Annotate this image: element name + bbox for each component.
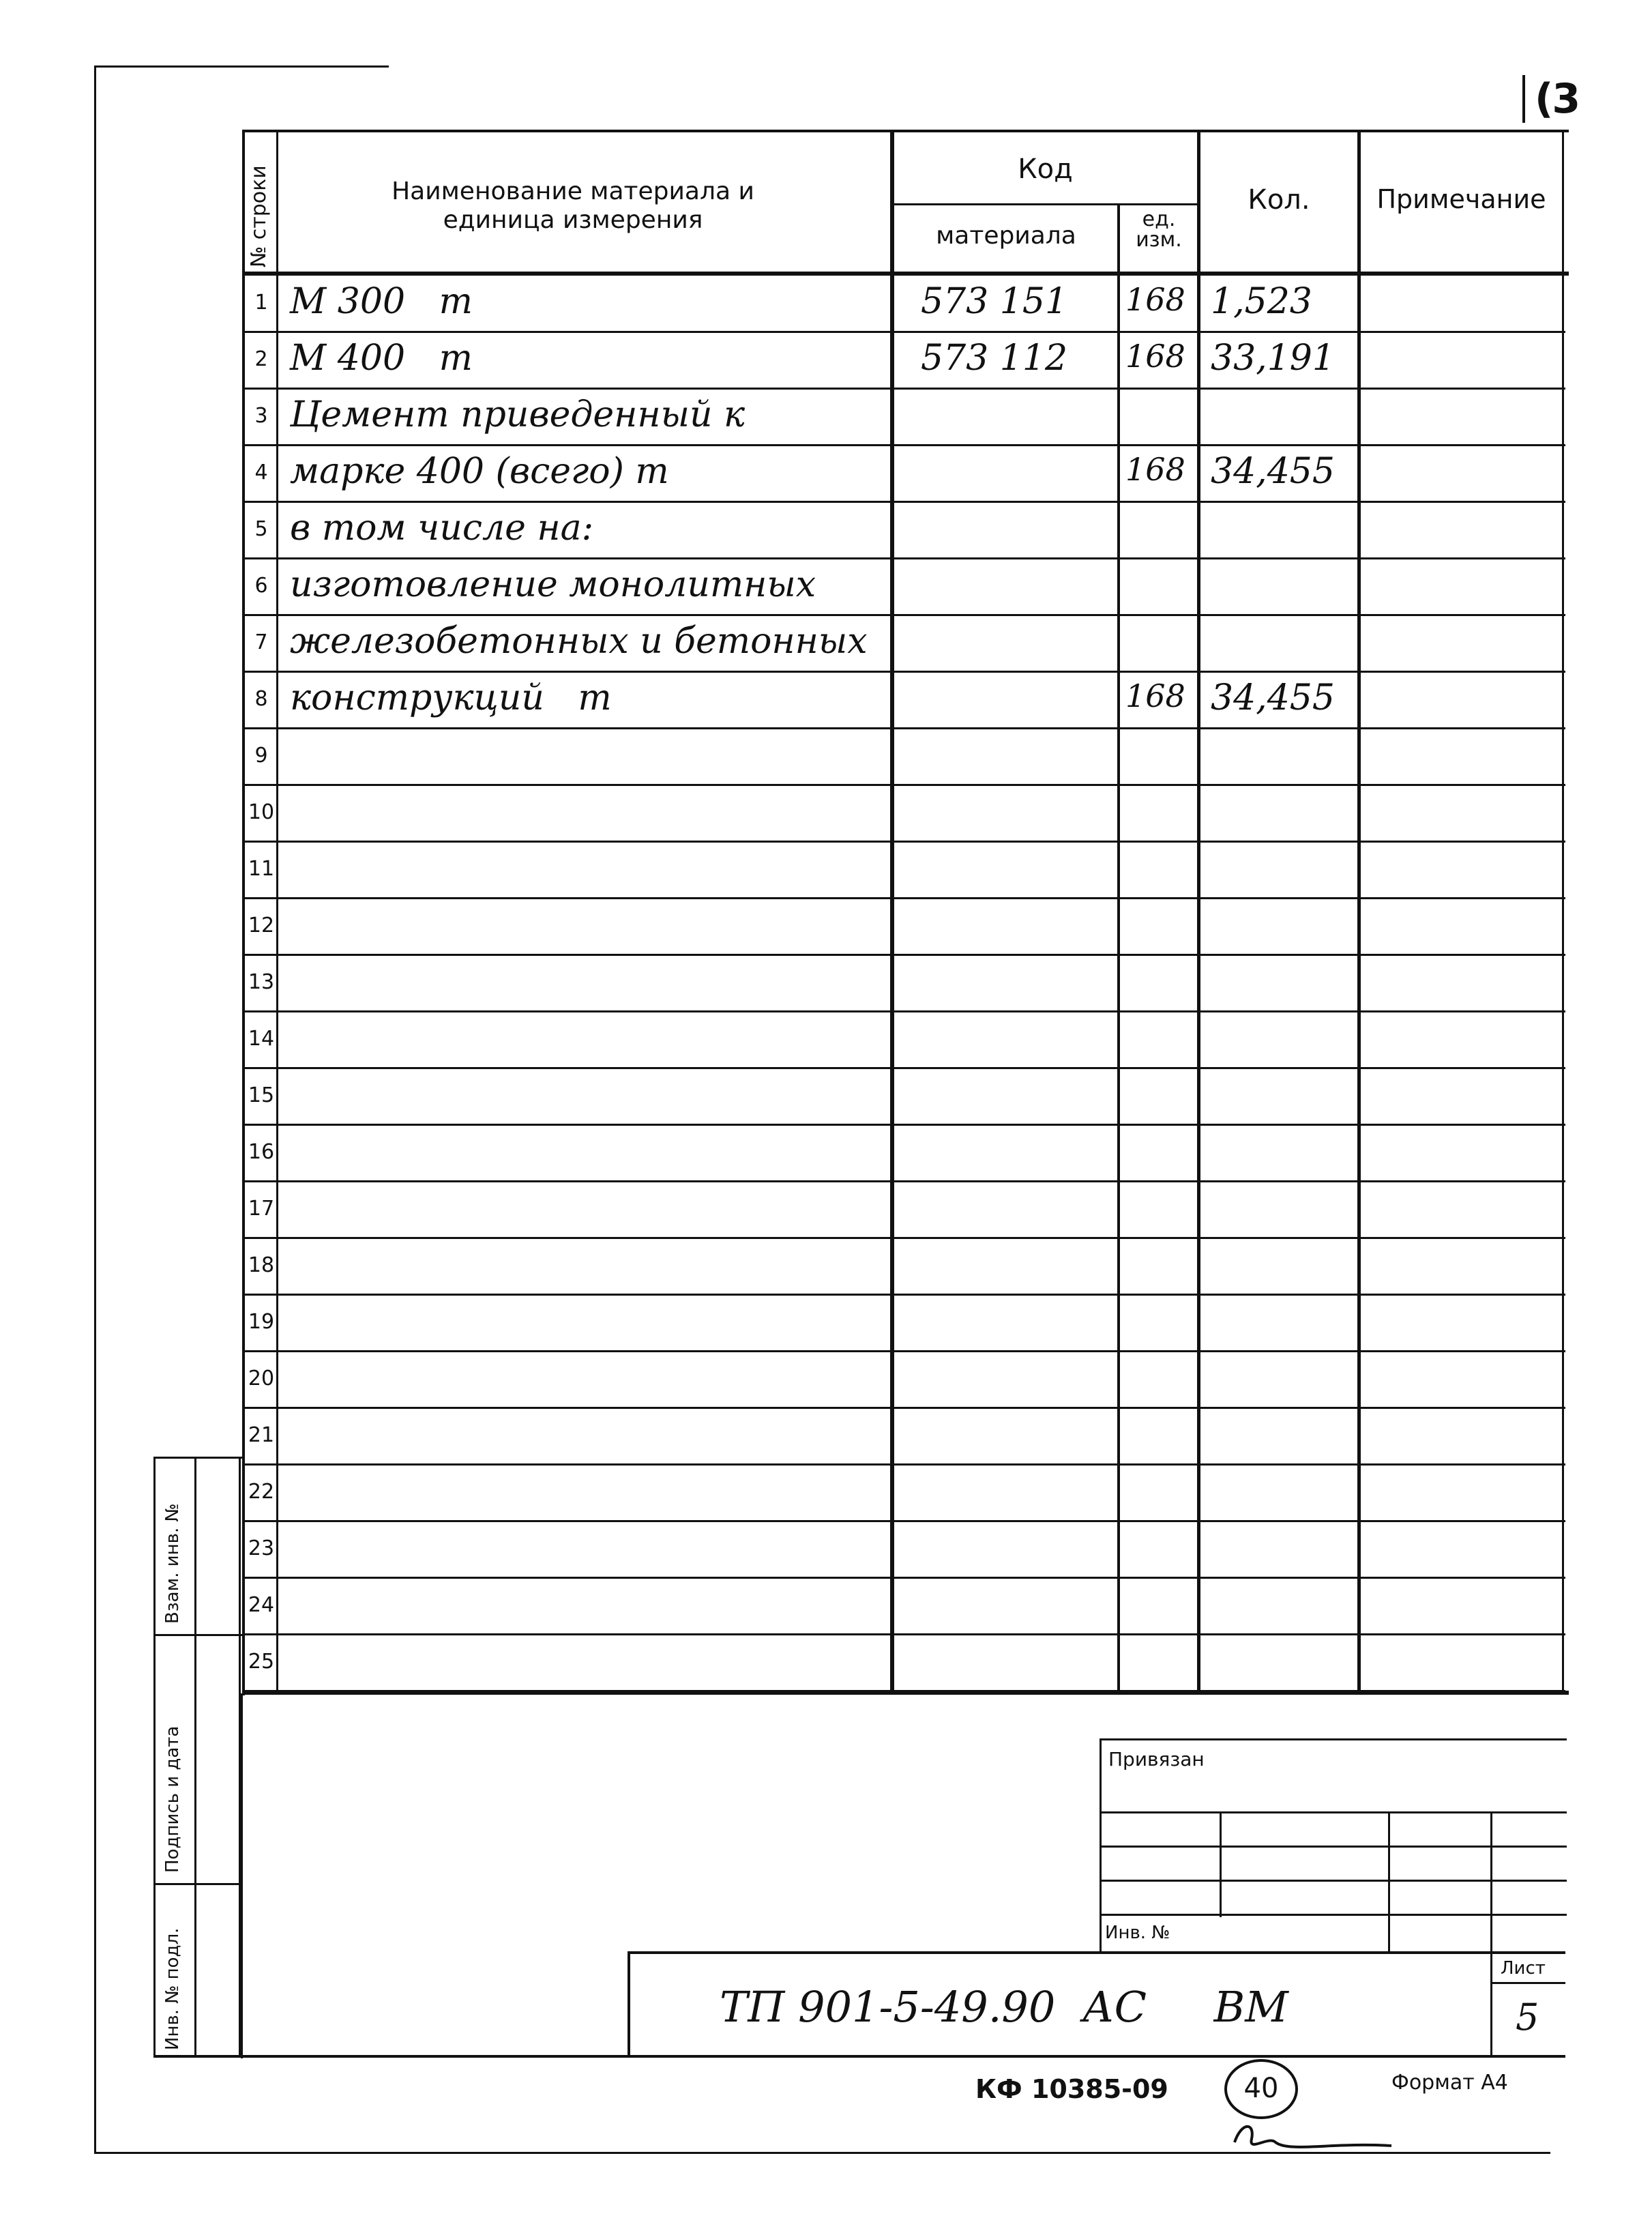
row-number: 6 [254,574,268,598]
signature-scribble [1228,2115,1405,2163]
row-separator [242,1010,1565,1012]
page-corner-mark: (3 [1535,75,1580,123]
row-number: 18 [248,1253,275,1277]
row-separator [242,1463,1565,1466]
title-outer-left [241,1693,243,2058]
row-number: 9 [254,744,268,768]
row-number: 17 [248,1197,275,1221]
row-number: 2 [254,347,268,371]
stamp-bottom-line [153,2055,1565,2058]
table-header-bottom-line [242,272,1569,276]
row-separator [242,1633,1565,1635]
header-note: Примечание [1376,184,1546,214]
header-qty: Кол. [1248,184,1310,216]
row-separator [242,1237,1565,1239]
row-number: 4 [254,461,268,484]
row-name: марке 400 (всего) т [290,451,669,492]
stamp-podpis-data: Подпись и дата [162,1725,183,1873]
table-right-line [1562,130,1564,1693]
row-separator [242,1407,1565,1409]
inv-no-label: Инв. № [1105,1923,1170,1943]
designation-box-top [628,1951,1565,1954]
row-number: 8 [254,687,268,711]
row-number: 24 [248,1593,275,1617]
frame-top-line [95,65,389,68]
row-name: Цемент приведенный к [290,394,746,435]
row-name: железобетонных и бетонных [290,621,868,662]
row-separator [242,331,1565,333]
row-name: изготовление монолитных [290,564,816,605]
row-separator [242,1350,1565,1352]
header-row-no: № строки [247,165,271,267]
privyazan-col3 [1490,1811,1492,2057]
corner-mark-stroke [1522,75,1525,123]
row-number: 23 [248,1536,275,1560]
row-number: 15 [248,1083,275,1107]
row-number: 16 [248,1140,275,1164]
row-separator [242,1067,1565,1069]
privyazan-row4 [1100,1914,1567,1916]
table-qty-divider [1197,130,1200,1693]
privyazan-row1 [1100,1811,1567,1813]
row-separator [242,727,1565,729]
row-separator [242,841,1565,843]
row-number: 13 [248,970,275,994]
circled-number-text: 40 [1243,2073,1279,2104]
sheet-label-line [1490,1982,1565,1984]
row-separator [242,1520,1565,1522]
row-number: 19 [248,1310,275,1334]
designation-box-left [628,1951,630,2057]
row-separator [242,388,1565,390]
privyazan-row2 [1100,1846,1567,1848]
row-unit-code: 168 [1125,338,1185,375]
row-separator [242,671,1565,673]
row-separator [242,614,1565,616]
stamp-div2-line [153,1883,242,1885]
row-name: М 400 т [290,338,473,379]
row-number: 21 [248,1423,275,1447]
row-separator [242,954,1565,956]
sheet-label: Лист [1501,1958,1546,1979]
stamp-left-line [153,1457,156,2057]
stamp-mid-line [194,1457,196,2057]
row-separator [242,1124,1565,1126]
doc-code: КФ 10385-09 [975,2074,1168,2104]
row-number: 1 [254,291,268,315]
stamp-top-line [153,1457,242,1459]
stamp-vzam-inv: Взам. инв. № [162,1503,183,1624]
row-unit-code: 168 [1125,451,1185,488]
row-separator [242,1294,1565,1296]
row-separator [242,557,1565,559]
header-code-material: материала [936,222,1076,250]
privyazan-label: Привязан [1108,1748,1205,1770]
table-note-divider [1357,130,1361,1693]
row-separator [242,1690,1565,1692]
circled-number [1224,2059,1298,2119]
row-qty: 1,523 [1211,281,1312,322]
row-separator [242,784,1565,786]
row-material-code: 573 151 [921,281,1068,322]
table-top-line [242,130,1569,132]
format-label: Формат А4 [1391,2071,1508,2095]
row-number: 20 [248,1367,275,1390]
privyazan-row3 [1100,1880,1567,1882]
row-separator [242,444,1565,446]
row-material-code: 573 112 [921,338,1068,379]
privyazan-col2 [1388,1811,1390,1951]
row-separator [242,1180,1565,1182]
stamp-div1-line [153,1634,242,1636]
privyazan-box-top [1100,1738,1567,1740]
header-code: Код [1018,154,1073,185]
table-unit-divider [1117,205,1120,1693]
frame-left-line [94,65,96,2153]
row-number: 14 [248,1027,275,1051]
stamp-inv-podl: Инв. № подл. [162,1927,183,2050]
row-number: 5 [254,517,268,541]
row-number: 10 [248,800,275,824]
code-subheader-line [892,203,1199,205]
row-number: 12 [248,914,275,937]
row-number: 3 [254,404,268,428]
header-code-unit: ед. изм. [1136,207,1182,252]
table-name-divider [890,130,894,1693]
row-number: 11 [248,857,275,881]
row-number: 7 [254,630,268,654]
row-qty: 33,191 [1211,338,1335,379]
header-name: Наименование материала и единица измерения [392,177,754,234]
sheet-number: 5 [1516,1996,1539,2039]
row-number: 25 [248,1650,275,1674]
row-qty: 34,455 [1211,677,1335,718]
row-name: в том числе на: [290,508,594,549]
row-separator [242,501,1565,503]
designation-text: ТП 901-5-49.90 АС ВМ [720,1982,1288,2032]
row-separator [242,1577,1565,1579]
row-separator [242,897,1565,899]
row-number: 22 [248,1480,275,1504]
row-name: М 300 т [290,281,473,322]
row-qty: 34,455 [1211,451,1335,492]
row-name: конструкций т [290,677,612,718]
privyazan-col1 [1220,1811,1222,1917]
row-unit-code: 168 [1125,677,1185,714]
row-unit-code: 168 [1125,281,1185,318]
